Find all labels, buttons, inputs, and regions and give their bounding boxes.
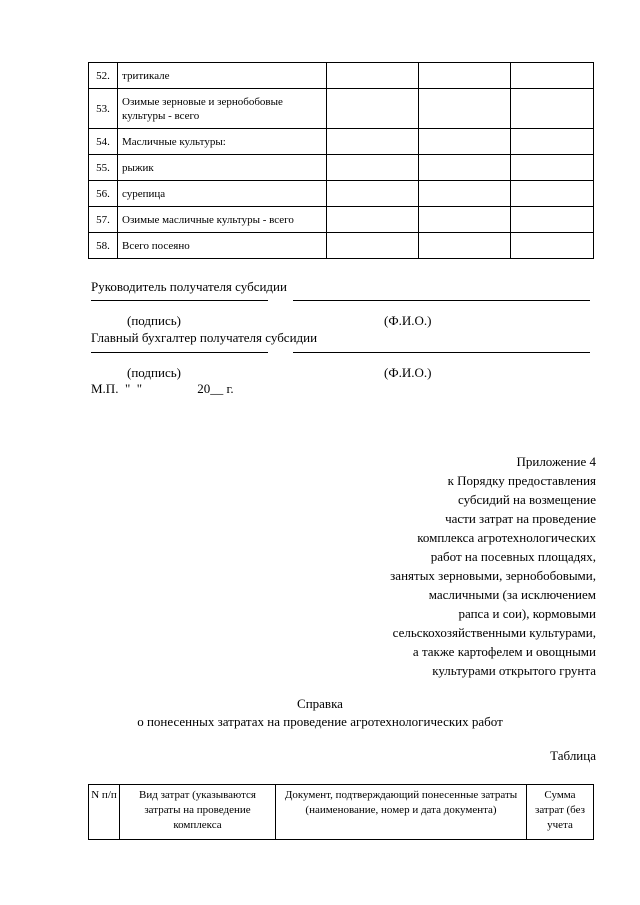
empty-cell (327, 129, 419, 155)
head-title: Руководитель получателя субсидии (91, 279, 287, 294)
empty-cell (511, 63, 594, 89)
header-cost-type: Вид затрат (указываются затраты на проведение комплекса (120, 785, 276, 840)
annex-line: части затрат на проведение (445, 511, 596, 526)
empty-cell (419, 207, 511, 233)
crop-name: Озимые масличные культуры - всего (118, 207, 327, 233)
crop-name: Всего посеяно (118, 233, 327, 259)
empty-cell (327, 207, 419, 233)
empty-cell (419, 129, 511, 155)
empty-cell (511, 181, 594, 207)
empty-cell (511, 89, 594, 129)
table-row (89, 89, 594, 129)
crop-name: Озимые зерновые и зернобобовые культуры - всего (118, 89, 327, 129)
crop-name: сурепица (118, 181, 327, 207)
accountant-name-caption: (Ф.И.О.) (384, 365, 432, 380)
annex-block (336, 452, 596, 680)
table-label: Таблица (550, 748, 596, 763)
certificate-subtitle: о понесенных затратах на проведение агротехнологических работ (137, 714, 503, 729)
costs-table (88, 784, 594, 840)
table-row (89, 207, 594, 233)
table-row (89, 181, 594, 207)
accountant-title: Главный бухгалтер получателя субсидии (91, 330, 318, 345)
annex-line: Приложение 4 (516, 454, 596, 469)
crop-name: тритикале (118, 63, 327, 89)
empty-cell (511, 233, 594, 259)
row-number: 55. (89, 155, 118, 181)
annex-line: масличными (за исключением (428, 587, 596, 602)
annex-line: к Порядку предоставления (447, 473, 596, 488)
empty-cell (327, 63, 419, 89)
annex-line: комплекса агротехнологических (417, 530, 596, 545)
accountant-name-line (293, 352, 590, 353)
certificate-title: Справка (297, 696, 343, 711)
header-amount: Сумма затрат (без учета (527, 785, 594, 840)
row-number: 57. (89, 207, 118, 233)
head-signature-caption: (подпись) (127, 313, 181, 328)
crops-table (88, 62, 594, 259)
header-number: N п/п (89, 785, 120, 840)
row-number: 56. (89, 181, 118, 207)
annex-line: а также картофелем и овощными (412, 644, 596, 659)
table-row (89, 233, 594, 259)
accountant-signature-caption: (подпись) (127, 365, 181, 380)
empty-cell (419, 89, 511, 129)
empty-cell (511, 207, 594, 233)
head-name-line (293, 300, 590, 301)
crop-name: рыжик (118, 155, 327, 181)
table-row (89, 155, 594, 181)
table-row (89, 63, 594, 89)
header-document: Документ, подтверждающий понесенные затраты (наименование, номер и дата документа) (276, 785, 527, 840)
head-name-caption: (Ф.И.О.) (384, 313, 432, 328)
row-number: 54. (89, 129, 118, 155)
head-signature-line (91, 300, 268, 301)
empty-cell (419, 63, 511, 89)
row-number: 52. (89, 63, 118, 89)
table-row (89, 129, 594, 155)
empty-cell (511, 155, 594, 181)
annex-line: работ на посевных площадях, (430, 549, 596, 564)
annex-line: культурами открытого грунта (432, 663, 596, 678)
annex-line: субсидий на возмещение (458, 492, 596, 507)
row-number: 58. (89, 233, 118, 259)
empty-cell (511, 129, 594, 155)
annex-line: рапса и сои), кормовыми (458, 606, 596, 621)
stamp-date-line: М.П. " " 20__ г. (91, 381, 234, 396)
empty-cell (419, 181, 511, 207)
annex-line: занятых зерновыми, зернобобовыми, (390, 568, 596, 583)
empty-cell (327, 155, 419, 181)
annex-line: сельскохозяйственными культурами, (392, 625, 596, 640)
table-header-row (89, 785, 594, 840)
empty-cell (327, 181, 419, 207)
accountant-signature-line (91, 352, 268, 353)
empty-cell (327, 89, 419, 129)
empty-cell (419, 155, 511, 181)
row-number: 53. (89, 89, 118, 129)
empty-cell (419, 233, 511, 259)
crop-name: Масличные культуры: (118, 129, 327, 155)
empty-cell (327, 233, 419, 259)
